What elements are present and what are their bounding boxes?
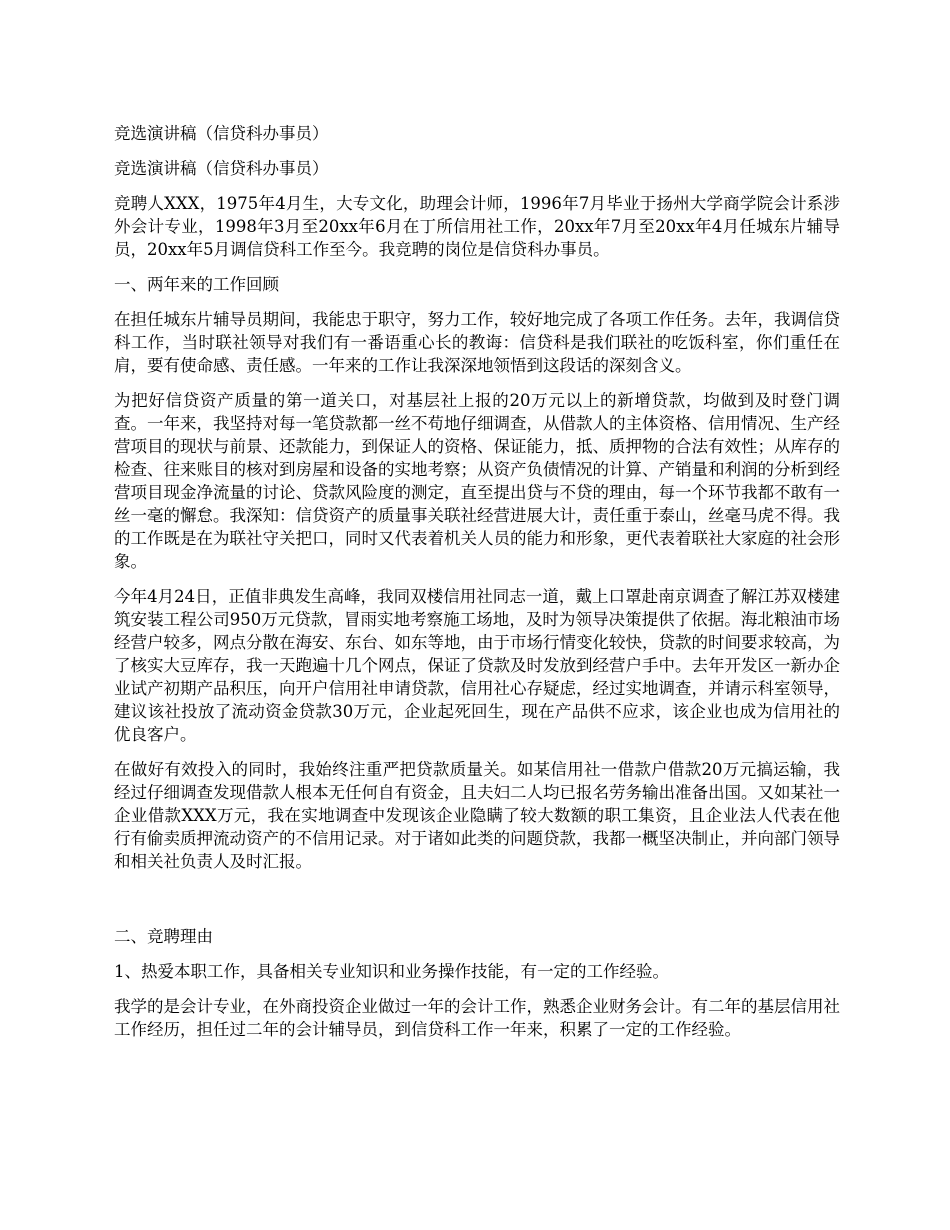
- document-heading: 竞选演讲稿（信贷科办事员）: [114, 159, 329, 178]
- section-heading-reasons: 二、竞聘理由: [114, 927, 213, 946]
- paragraph-review-3: 今年4月24日，正值非典发生高峰，我同双楼信用社同志一道，戴上口罩赴南京调查了解江苏双楼建筑安装工程公司950万元贷款，冒雨实地考察施工场地，及时为领导决策提供了依据。海北粮油市场经营户较多，网点分散在海安、东台、如东等地，由于市场行情变化较快，贷款的时间要求较高，为了核实大豆库存，我一天跑遍十几个网点，保证了贷款及时发放到经营户手中。去年开发区一新办企业试产初期产品积压，向开户信用社申请贷款，信用社心存疑虑，经过实地调查，并请示科室领导，建议该社投放了流动资金贷款30万元，企业起死回生，现在产品供不应求，该企业也成为信用社的优良客户。: [114, 587, 840, 744]
- document-title: 竞选演讲稿（信贷科办事员）: [114, 124, 329, 143]
- paragraph-reason-1-detail: 我学的是会计专业，在外商投资企业做过一年的会计工作，熟悉企业财务会计。有二年的基层信用社工作经历，担任过二年的会计辅导员，到信贷科工作一年来，积累了一定的工作经验。: [114, 997, 840, 1039]
- paragraph-review-1: 在担任城东片辅导员期间，我能忠于职守，努力工作，较好地完成了各项工作任务。去年，我调信贷科工作，当时联社领导对我们有一番语重心长的教诲：信贷科是我们联社的吃饭科室，你们重任在肩，要有使命感、责任感。一年来的工作让我深深地领悟到这段话的深刻含义。: [114, 310, 840, 375]
- paragraph-reason-1: 1、热爱本职工作，具备相关专业知识和业务操作技能，有一定的工作经验。: [114, 962, 669, 981]
- paragraph-review-2: 为把好信贷资产质量的第一道关口，对基层社上报的20万元以上的新增贷款，均做到及时登门调查。一年来，我坚持对每一笔贷款都一丝不苟地仔细调查，从借款人的主体资格、信用情况、生产经营项目的现状与前景、还款能力，到保证人的资格、保证能力，抵、质押物的合法有效性；从库存的检查、往来账目的核对到房屋和设备的实地考察；从资产负债情况的计算、产销量和利润的分析到经营项目现金净流量的讨论、贷款风险度的测定，直至提出贷与不贷的理由，每一个环节我都不敢有一丝一毫的懈怠。我深知：信贷资产的质量事关联社经营进展大计，责任重于泰山，丝毫马虎不得。我的工作既是在为联社守关把口，同时又代表着机关人员的能力和形象，更代表着联社大家庭的社会形象。: [114, 391, 840, 571]
- paragraph-intro: 竞聘人XXX，1975年4月生，大专文化，助理会计师，1996年7月毕业于扬州大学商学院会计系涉外会计专业，1998年3月至20xx年6月在丁所信用社工作，20xx年7月至20xx年4月任城东片辅导员，20xx年5月调信贷科工作至今。我竞聘的岗位是信贷科办事员。: [114, 194, 840, 259]
- paragraph-review-4: 在做好有效投入的同时，我始终注重严把贷款质量关。如某信用社一借款户借款20万元搞运输，我经过仔细调查发现借款人根本无任何自有资金，且夫妇二人均已报名劳务输出准备出国。又如某社一企业借款XXX万元，我在实地调查中发现该企业隐瞒了较大数额的职工集资，且企业法人代表在他行有偷卖质押流动资产的不信用记录。对于诸如此类的问题贷款，我都一概坚决制止，并向部门领导和相关社负责人及时汇报。: [114, 760, 840, 871]
- section-heading-review: 一、两年来的工作回顾: [114, 275, 279, 294]
- document-body: [114, 122, 840, 1053]
